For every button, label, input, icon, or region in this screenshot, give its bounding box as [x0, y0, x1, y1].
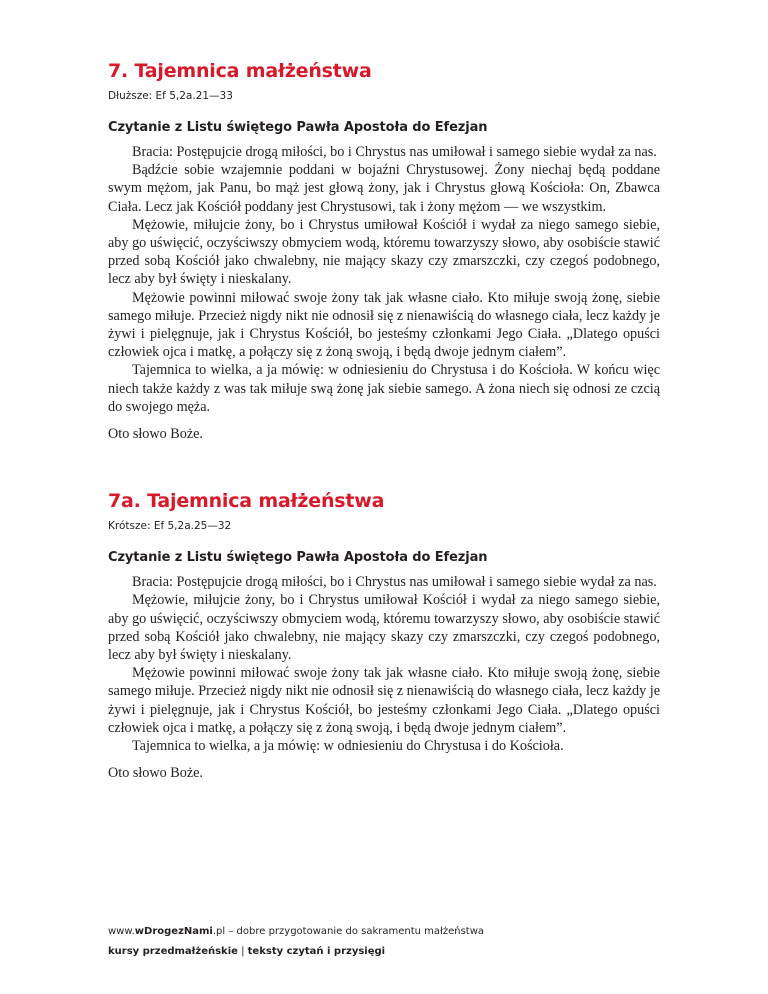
paragraph: Tajemnica to wielka, a ja mówię: w odniesieniu do Chrystusa i do Kościoła. W końcu więc niech także każdy z was tak miłuje swą żonę jak siebie samego. A żona niech się odnosi ze czcią do swojego męża.	[108, 362, 660, 415]
scripture-reference: Dłuższe: Ef 5,2a.21—33	[108, 90, 233, 102]
reading-section-short	[108, 488, 660, 782]
url-prefix: www.	[108, 926, 135, 937]
url-brand: wDrogezNami	[134, 926, 213, 937]
footer-line-1	[108, 922, 668, 942]
footer-separator: |	[237, 946, 248, 957]
paragraph: Mężowie powinni miłować swoje żony tak jak własne ciało. Kto miłuje swoją żonę, siebie samego miłuje. Przecież nigdy nikt nie odnosił się z nienawiścią do własnego ciała, lecz każdy je żywi i pielęgnuje, jak i Chrystus Kościół, bo jesteśmy członkami Jego Ciała. „Dlatego opuści człowiek ojca i matkę, a połączy się z żoną swoją, i będą dwoje jednym ciałem”.	[108, 289, 660, 361]
paragraph: Bracia: Postępujcie drogą miłości, bo i Chrystus nas umiłował i samego siebie wydał za nas.	[132, 574, 657, 591]
section-title: 7. Tajemnica małżeństwa	[108, 60, 372, 82]
reading-heading: Czytanie z Listu świętego Pawła Apostoła do Efezjan	[108, 550, 488, 566]
reading-heading: Czytanie z Listu świętego Pawła Apostoła do Efezjan	[108, 120, 488, 135]
paragraph: Mężowie, miłujcie żony, bo i Chrystus umiłował Kościół i wydał za niego samego siebie, aby go uświęcić, oczyściwszy obmyciem wodą, któremu towarzyszy słowo, aby osobiście stawić przed sobą Kościół jako chwalebny, nie mający skazy czy zmarszczki, czy czegoś podobnego, lecz aby był święty i nieskalany.	[108, 592, 660, 664]
paragraph: Bracia: Postępujcie drogą miłości, bo i Chrystus nas umiłował i samego siebie wydał za nas.	[132, 144, 657, 160]
paragraph: Bądźcie sobie wzajemnie poddani w bojaźni Chrystusowej. Żony niechaj będą poddane swym mężom, jak Panu, bo mąż jest głową żony, jak i Chrystus głową Kościoła: On, Zbawca Ciała. Lecz jak Kościół poddany jest Chrystusowi, tak i żony mężom — we wszystkim.	[108, 162, 660, 215]
paragraph: Tajemnica to wielka, a ja mówię: w odniesieniu do Chrystusa i do Kościoła.	[132, 738, 564, 755]
footer-line-2	[108, 942, 668, 962]
page-footer	[108, 922, 668, 962]
paragraph: Mężowie, miłujcie żony, bo i Chrystus umiłował Kościół i wydał za niego samego siebie, aby go uświęcić, oczyściwszy obmyciem wodą, któremu towarzyszy słowo, aby osobiście stawić przed sobą Kościół jako chwalebny, nie mający skazy czy zmarszczki, czy czegoś podobnego, lecz aby był święty i nieskalany.	[108, 216, 660, 288]
closing-acclamation: Oto słowo Boże.	[108, 426, 203, 443]
closing-acclamation: Oto słowo Boże.	[108, 765, 203, 782]
footer-tagline: – dobre przygotowanie do sakramentu małżeństwa	[225, 926, 485, 937]
reading-section-long	[108, 58, 660, 443]
paragraph: Mężowie powinni miłować swoje żony tak jak własne ciało. Kto miłuje swoją żonę, siebie samego miłuje. Przecież nigdy nikt nie odnosił się z nienawiścią do własnego ciała, lecz każdy je żywi i pielęgnuje, jak i Chrystus Kościół, bo jesteśmy członkami Jego Ciała. „Dlatego opuści człowiek ojca i matkę, a połączy się z żoną swoją, i będą dwoje jednym ciałem”.	[108, 665, 660, 736]
footer-courses: kursy przedmałżeńskie	[108, 946, 238, 957]
footer-url-link[interactable]	[108, 926, 225, 937]
document-page	[108, 58, 660, 782]
url-suffix: .pl	[212, 926, 226, 937]
scripture-reference: Krótsze: Ef 5,2a.25—32	[108, 520, 232, 533]
section-title: 7a. Tajemnica małżeństwa	[108, 490, 385, 513]
footer-readings: teksty czytań i przysięgi	[247, 946, 386, 957]
